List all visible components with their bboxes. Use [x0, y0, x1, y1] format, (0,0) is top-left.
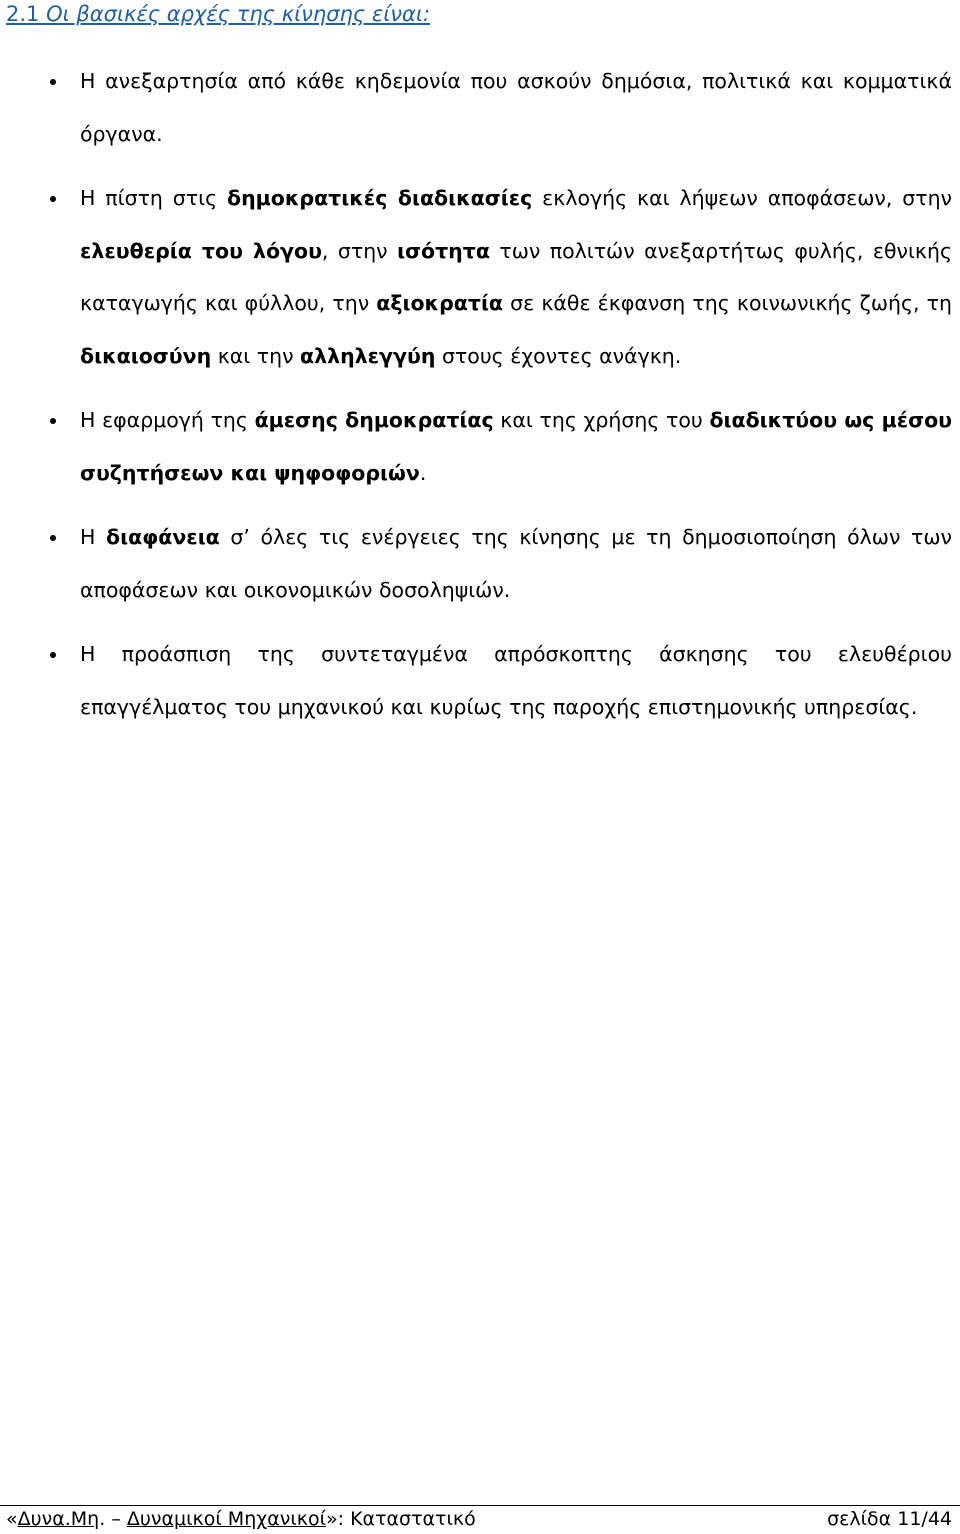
emphasized-text: ελευθερία του λόγου	[80, 238, 322, 263]
footer-organization-name: Δυναμικοί Μηχανικοί	[126, 1508, 327, 1530]
emphasized-text: ισότητα	[397, 238, 490, 263]
item-text: των πολιτών ανεξαρτήτως φυλής, εθνικής καταγωγής και φύλλου, την	[80, 238, 952, 315]
footer-separator: . –	[99, 1508, 127, 1530]
bullet-icon	[50, 418, 56, 424]
item-text: και την	[211, 343, 301, 368]
list-item	[0, 628, 960, 733]
item-text: Η εφαρμογή της	[80, 408, 255, 432]
item-text: εκλογής και λήψεων αποφάσεων, στην	[532, 186, 953, 210]
list-item	[0, 394, 960, 499]
bullet-icon	[50, 196, 56, 202]
principles-list	[0, 55, 960, 745]
footer-abbreviation: Δυνα.Μη	[17, 1508, 100, 1530]
emphasized-text: διαδικτύου ως μέσου συζητήσεων και ψηφοφοριών	[80, 408, 952, 485]
bullet-icon	[50, 652, 56, 658]
section-title: Οι βασικές αρχές της κίνησης είναι:	[46, 2, 431, 26]
list-item	[0, 55, 960, 160]
emphasized-text: δημοκρατικές διαδικασίες	[227, 186, 533, 210]
bullet-icon	[50, 535, 56, 541]
item-text: Η πίστη στις	[80, 186, 227, 210]
list-item	[0, 511, 960, 616]
item-text: Η προάσπιση της συντεταγμένα απρόσκοπτης άσκησης του ελευθέριου επαγγέλματος του μηχανικού και κυρίως της παροχής επιστημονικής υπηρεσίας.	[80, 642, 952, 719]
item-text: στους έχοντες ανάγκη.	[435, 343, 682, 368]
footer-document-name: »: Καταστατικό	[326, 1508, 476, 1530]
footer-divider	[0, 1505, 960, 1506]
emphasized-text: αλληλεγγύη	[300, 343, 436, 368]
footer-quote-open: «	[6, 1508, 18, 1530]
footer-page-number: σελίδα 11/44	[827, 1508, 952, 1530]
footer-document-title	[6, 1508, 476, 1530]
item-text: , στην	[321, 238, 398, 263]
item-text: σ’ όλες τις ενέργειες της κίνησης με τη δημοσιοποίηση όλων των αποφάσεων και οικονομικών δοσοληψιών.	[80, 525, 953, 602]
emphasized-text: άμεσης δημοκρατίας	[254, 408, 494, 432]
item-text: .	[419, 460, 427, 485]
emphasized-text: αξιοκρατία	[376, 291, 504, 315]
list-item	[0, 172, 960, 382]
item-text: σε κάθε έκφανση της κοινωνικής ζωής, τη	[503, 291, 952, 315]
section-heading	[6, 2, 430, 26]
emphasized-text: διαφάνεια	[106, 525, 220, 549]
bullet-icon	[50, 79, 56, 85]
emphasized-text: δικαιοσύνη	[80, 343, 212, 368]
item-text: και της χρήσης του	[493, 408, 710, 432]
section-number: 2.1	[6, 2, 40, 26]
item-text: Η	[80, 525, 107, 549]
item-text: Η ανεξαρτησία από κάθε κηδεμονία που ασκούν δημόσια, πολιτικά και κομματικά όργανα.	[80, 69, 952, 146]
